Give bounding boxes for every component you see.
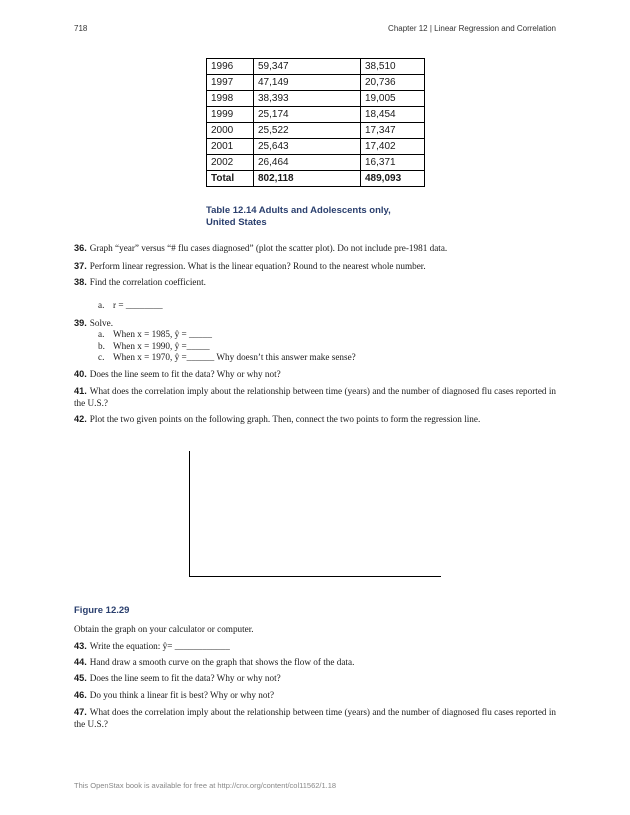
figure-label: Figure 12.29 (74, 605, 130, 616)
question-38 (74, 276, 556, 288)
table-row-1 (207, 75, 425, 91)
question-text: Plot the two given points on the following graph. Then, connect the two points to form the regression line. (89, 414, 481, 424)
question-number: 43. (74, 641, 87, 651)
question-45 (74, 672, 556, 684)
question-44 (74, 656, 556, 668)
question-text: What does the correlation imply about the relationship between time (years) and the number of diagnosed flu cases reported in the U.S.? (74, 707, 556, 729)
table-row-2 (207, 91, 425, 107)
adult-cases-cell: 38,510 (361, 59, 425, 75)
question-number: 38. (74, 277, 87, 287)
year-cell: 1996 (207, 59, 254, 75)
question-47 (74, 706, 556, 730)
question-text: Perform linear regression. What is the linear equation? Round to the nearest whole number. (89, 261, 426, 271)
adult-cases-cell: 19,005 (361, 91, 425, 107)
table-row-3 (207, 107, 425, 123)
question-number: 44. (74, 657, 87, 667)
sub-text: When x = 1970, ŷ =______ Why doesn’t this answer make sense? (113, 352, 356, 362)
question-number: 41. (74, 386, 87, 396)
year-cell: 2002 (207, 155, 254, 171)
question-text: Find the correlation coefficient. (89, 277, 206, 287)
question-text: Solve. (89, 318, 114, 328)
total-cases-cell: 26,464 (254, 155, 361, 171)
obtain-instruction: Obtain the graph on your calculator or computer. (74, 624, 254, 634)
question-number: 36. (74, 243, 87, 253)
question-43 (74, 640, 556, 652)
sub-label: a. (98, 329, 105, 339)
question-36 (74, 242, 556, 254)
graph-x-axis (189, 576, 441, 577)
adult-cases-cell: 17,347 (361, 123, 425, 139)
total-cases-cell: 25,643 (254, 139, 361, 155)
question-37 (74, 260, 556, 272)
sub-text: r = ________ (113, 300, 163, 310)
page-number: 718 (74, 24, 88, 33)
question-text: Does the line seem to fit the data? Why or why not? (89, 369, 281, 379)
year-cell: 2000 (207, 123, 254, 139)
total-cases-cell: 802,118 (254, 171, 361, 187)
question-39a (98, 328, 212, 340)
total-row (207, 171, 425, 187)
graph-y-axis (189, 451, 190, 577)
page-header (74, 24, 556, 38)
question-40 (74, 368, 556, 380)
question-text: What does the correlation imply about the relationship between time (years) and the number of diagnosed flu cases reported in the U.S.? (74, 386, 556, 408)
year-cell: 1999 (207, 107, 254, 123)
table-row-6 (207, 155, 425, 171)
question-text: Does the line seem to fit the data? Why or why not? (89, 673, 281, 683)
question-text: Graph “year” versus “# flu cases diagnosed” (plot the scatter plot). Do not include pre-1981 data. (89, 243, 448, 253)
total-cases-cell: 38,393 (254, 91, 361, 107)
sub-text: When x = 1990, ŷ =_____ (113, 341, 210, 351)
question-text: Write the equation: ŷ= ____________ (89, 641, 230, 651)
flu-cases-table (206, 58, 425, 187)
total-cases-cell: 59,347 (254, 59, 361, 75)
adult-cases-cell: 20,736 (361, 75, 425, 91)
year-cell: Total (207, 171, 254, 187)
question-number: 47. (74, 707, 87, 717)
sub-label: c. (98, 352, 105, 362)
year-cell: 1997 (207, 75, 254, 91)
question-46 (74, 689, 556, 701)
sub-label: b. (98, 341, 105, 351)
adult-cases-cell: 17,402 (361, 139, 425, 155)
table-row-4 (207, 123, 425, 139)
question-38a (98, 299, 163, 311)
total-cases-cell: 25,174 (254, 107, 361, 123)
adult-cases-cell: 16,371 (361, 155, 425, 171)
table-caption: Table 12.14 Adults and Adolescents only, United States (206, 205, 391, 228)
page-footer: This OpenStax book is available for free at http://cnx.org/content/col11562/1.18 (74, 781, 337, 790)
total-cases-cell: 25,522 (254, 123, 361, 139)
question-number: 46. (74, 690, 87, 700)
adult-cases-cell: 18,454 (361, 107, 425, 123)
question-number: 40. (74, 369, 87, 379)
table-row-5 (207, 139, 425, 155)
year-cell: 1998 (207, 91, 254, 107)
question-41 (74, 385, 556, 409)
chapter-title: Chapter 12 | Linear Regression and Correlation (388, 24, 556, 33)
year-cell: 2001 (207, 139, 254, 155)
question-number: 45. (74, 673, 87, 683)
adult-cases-cell: 489,093 (361, 171, 425, 187)
question-number: 42. (74, 414, 87, 424)
question-number: 39. (74, 318, 87, 328)
question-39c (98, 351, 356, 363)
sub-text: When x = 1985, ŷ = _____ (113, 329, 212, 339)
question-42 (74, 413, 556, 425)
total-cases-cell: 47,149 (254, 75, 361, 91)
question-text: Hand draw a smooth curve on the graph that shows the flow of the data. (89, 657, 355, 667)
sub-label: a. (98, 300, 105, 310)
question-number: 37. (74, 261, 87, 271)
table-row-0 (207, 59, 425, 75)
question-text: Do you think a linear fit is best? Why or why not? (89, 690, 275, 700)
